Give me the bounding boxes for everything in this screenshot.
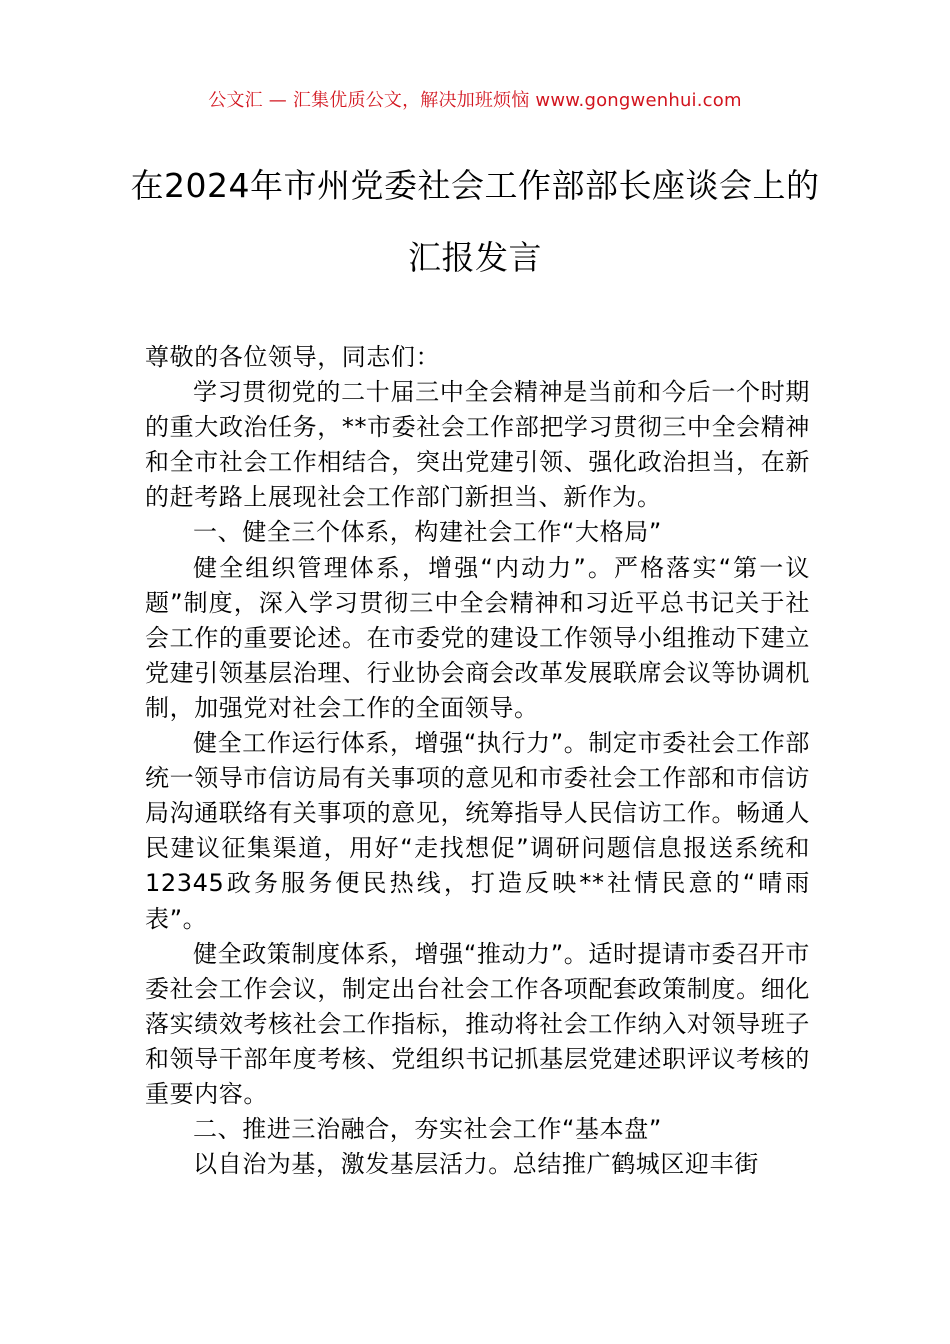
paragraph-organization-system: 健全组织管理体系，增强“内动力”。严格落实“第一议题”制度，深入学习贯彻三中全会精神和习近平总书记关于社会工作的重要论述。在市委党的建设工作领导小组推动下建立党建引领基层治理、行业协会商会改革发展联席会议等协调机制，加强党对社会工作的全面领导。 [145,553,810,722]
salutation: 尊敬的各位领导，同志们： [145,343,441,371]
document-body [145,340,810,1182]
section-heading-1: 一、健全三个体系，构建社会工作“大格局” [193,518,662,547]
paragraph-operation-system: 健全工作运行体系，增强“执行力”。制定市委社会工作部统一领导市信访局有关事项的意见和市委社会工作部和市信访局沟通联络有关事项的意见，统筹指导人民信访工作。畅通人民建议征集渠道，用好“走找想促”调研问题信息报送系统和12345政务服务便民热线，打造反映**社情民意的“晴雨表”。 [145,729,810,933]
paragraph-autonomy: 以自治为基，激发基层活力。总结推广鹤城区迎丰街 [193,1150,759,1179]
section-heading-2: 二、推进三治融合，夯实社会工作“基本盘” [193,1115,662,1144]
document-title: 在2024年市州党委社会工作部部长座谈会上的汇报发言 [130,166,820,277]
site-banner: 公文汇 — 汇集优质公文，解决加班烦恼 www.gongwenhui.com [208,90,742,111]
paragraph-intro: 学习贯彻党的二十届三中全会精神是当前和今后一个时期的重大政治任务，**市委社会工作部把学习贯彻三中全会精神和全市社会工作相结合，突出党建引领、强化政治担当，在新的赶考路上展现社会工作部门新担当、新作为。 [145,378,810,512]
paragraph-policy-system: 健全政策制度体系，增强“推动力”。适时提请市委召开市委社会工作会议，制定出台社会工作各项配套政策制度。细化落实绩效考核社会工作指标，推动将社会工作纳入对领导班子和领导干部年度考核、党组织书记抓基层党建述职评议考核的重要内容。 [145,939,810,1108]
